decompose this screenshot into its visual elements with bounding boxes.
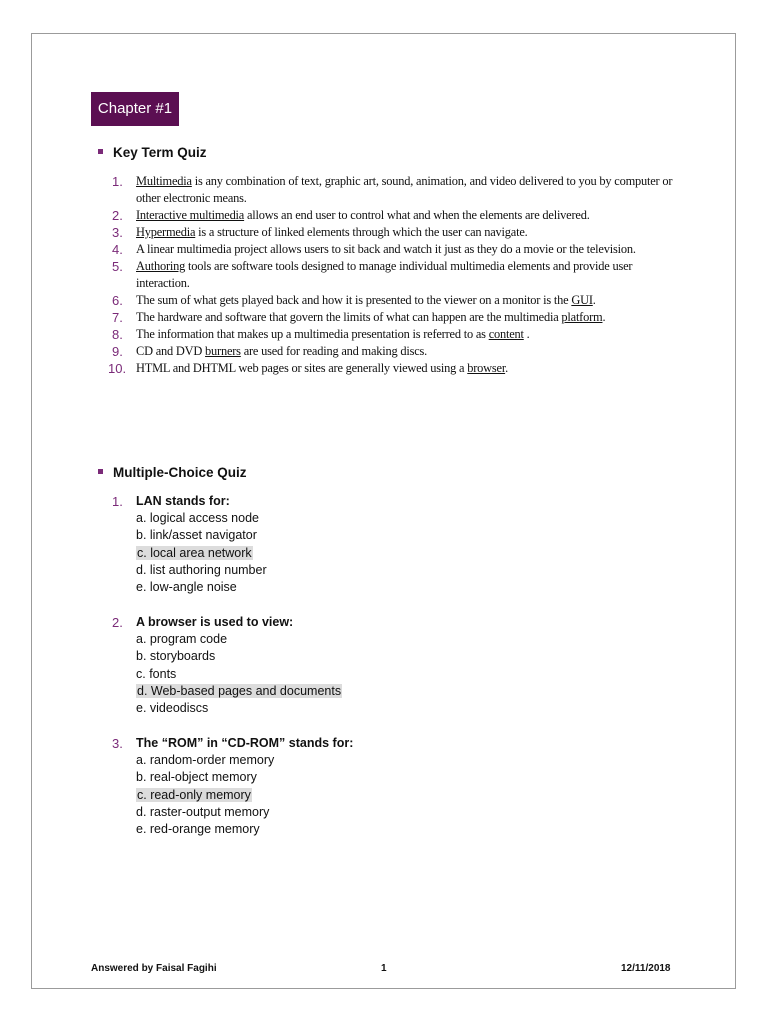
item-number: 1.: [112, 174, 123, 189]
option-text: e. red-orange memory: [136, 822, 260, 837]
question-stem: LAN stands for:: [136, 494, 230, 508]
answer-option: [136, 579, 668, 596]
key-term-text: HTML and DHTML web pages or sites are generally viewed using a: [136, 361, 468, 375]
option-text: d. list authoring number: [136, 562, 267, 577]
key-term-item: [108, 343, 678, 360]
answer-option: [136, 648, 668, 665]
multiple-choice-quiz-heading-text: Multiple-Choice Quiz: [113, 465, 247, 480]
chapter-title: Chapter #1: [91, 92, 179, 126]
answer-option: [136, 510, 668, 527]
mc-question: [108, 614, 668, 717]
question-stem: A browser is used to view:: [136, 615, 294, 629]
answer-option-correct: [136, 787, 668, 804]
question-number: 1.: [112, 494, 123, 509]
item-number: 2.: [112, 208, 123, 223]
footer-date: 12/11/2018: [621, 963, 671, 974]
answer-option: [136, 769, 668, 786]
answer-option-correct: [136, 545, 668, 562]
key-term-answer: platform: [561, 310, 603, 324]
question-number: 3.: [112, 736, 123, 751]
key-term-item: [108, 224, 678, 241]
key-term-answer: Authoring: [136, 259, 186, 273]
key-term-item: [108, 173, 678, 207]
mc-question: [108, 493, 668, 596]
item-number: 4.: [112, 242, 123, 257]
answer-option: [136, 700, 668, 717]
key-term-answer: Multimedia: [136, 174, 192, 188]
mc-question: [108, 735, 668, 838]
highlighted-answer: c. local area network: [137, 545, 252, 560]
key-term-item: [108, 258, 678, 292]
key-term-answer: content: [488, 327, 524, 341]
key-term-text: are used for reading and making discs.: [240, 344, 428, 358]
answer-option: [136, 804, 668, 821]
key-term-item: [108, 309, 678, 326]
key-term-text: A linear multimedia project allows users to sit back and watch it just as they do a movie or the television.: [136, 242, 636, 256]
answer-option: [136, 527, 668, 544]
key-term-text: CD and DVD: [136, 344, 206, 358]
answer-option: [136, 631, 668, 648]
key-term-text: The information that makes up a multimedia presentation is referred to as: [136, 327, 489, 341]
key-term-text: .: [505, 361, 509, 375]
key-term-text: allows an end user to control what and when the elements are delivered.: [244, 208, 590, 222]
answer-option: [136, 562, 668, 579]
highlighted-answer: c. read-only memory: [137, 787, 251, 802]
answer-option: [136, 821, 668, 838]
option-text: b. real-object memory: [136, 770, 257, 785]
answer-option: [136, 752, 668, 769]
key-term-item: [108, 241, 678, 258]
item-number: 3.: [112, 225, 123, 240]
option-text: e. low-angle noise: [136, 580, 237, 595]
footer-page-number: 1: [381, 963, 387, 974]
key-term-answer: Hypermedia: [136, 225, 196, 239]
option-text: e. videodiscs: [136, 701, 209, 716]
square-bullet-icon: [98, 469, 103, 474]
answer-option: [136, 666, 668, 683]
option-text: d. raster-output memory: [136, 804, 270, 819]
item-number: 6.: [112, 293, 123, 308]
item-number: 9.: [112, 344, 123, 359]
key-term-text: The sum of what gets played back and how it is presented to the viewer on a monitor is the: [136, 293, 572, 307]
option-text: c. fonts: [136, 666, 177, 681]
key-term-text: is a structure of linked elements through which the user can navigate.: [195, 225, 528, 239]
key-term-quiz-heading-text: Key Term Quiz: [113, 145, 207, 160]
key-term-answer: browser: [467, 361, 506, 375]
square-bullet-icon: [98, 149, 103, 154]
answer-option-correct: [136, 683, 668, 700]
key-term-quiz-heading: [98, 145, 207, 160]
key-term-answer: GUI: [571, 293, 593, 307]
question-number: 2.: [112, 615, 123, 630]
key-term-text: .: [592, 293, 596, 307]
item-number: 5.: [112, 259, 123, 274]
item-number: 10.: [108, 361, 127, 376]
question-stem: The “ROM” in “CD-ROM” stands for:: [136, 736, 354, 750]
option-text: a. logical access node: [136, 511, 259, 525]
key-term-item: [108, 326, 678, 343]
option-text: a. program code: [136, 632, 228, 646]
item-number: 8.: [112, 327, 123, 342]
key-term-text: tools are software tools designed to manage individual multimedia elements and provide user interaction.: [136, 259, 633, 290]
key-term-list: [108, 173, 678, 377]
key-term-answer: burners: [205, 344, 241, 358]
footer-author: Answered by Faisal Fagihi: [91, 963, 217, 974]
key-term-item: [108, 360, 678, 377]
key-term-text: .: [602, 310, 606, 324]
key-term-answer: Interactive multimedia: [136, 208, 245, 222]
key-term-item: [108, 292, 678, 309]
item-number: 7.: [112, 310, 123, 325]
key-term-text: The hardware and software that govern the limits of what can happen are the multimedia: [136, 310, 562, 324]
multiple-choice-quiz-heading: [98, 465, 247, 480]
option-text: b. storyboards: [136, 649, 216, 664]
option-text: b. link/asset navigator: [136, 528, 257, 543]
key-term-text: is any combination of text, graphic art, sound, animation, and video delivered to you by computer or other electronic means.: [136, 174, 673, 205]
option-text: a. random-order memory: [136, 753, 275, 767]
key-term-item: [108, 207, 678, 224]
highlighted-answer: d. Web-based pages and documents: [137, 683, 342, 698]
key-term-text: .: [523, 327, 530, 341]
